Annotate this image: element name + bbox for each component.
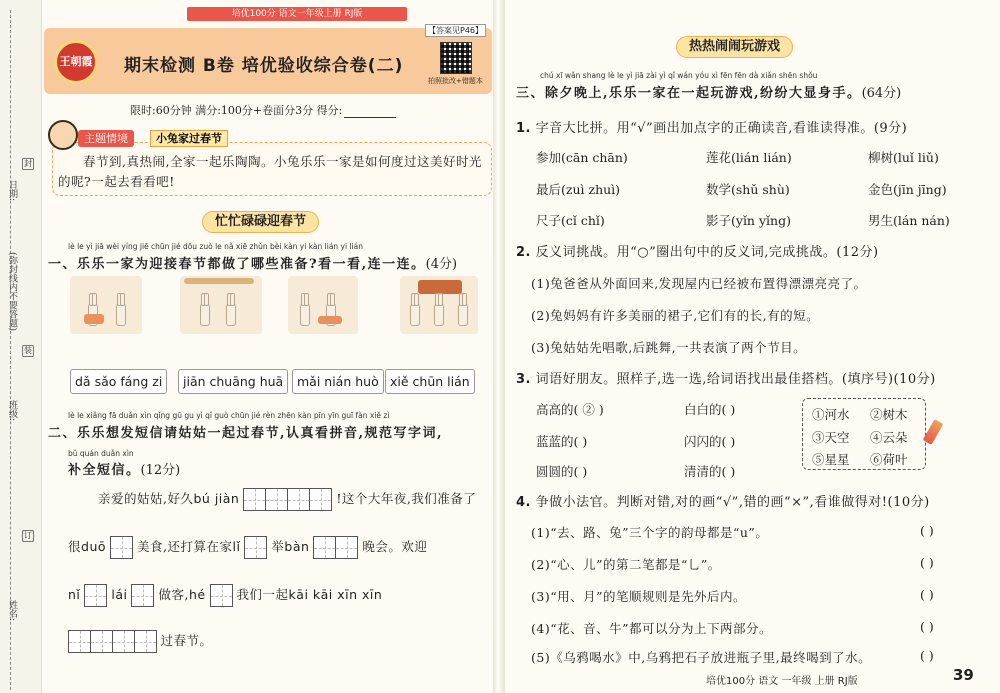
letter-text: 举	[271, 539, 285, 554]
question-points: (12分)	[140, 463, 181, 478]
writing-grid[interactable]	[265, 488, 288, 511]
sub-question-number: 4.	[516, 495, 531, 510]
left-page	[42, 0, 493, 693]
basket-prop	[318, 316, 342, 324]
sub-question-number: 1.	[516, 121, 531, 136]
word-bank-item: ③天空	[812, 430, 850, 445]
illustration-write-couplets	[70, 276, 142, 334]
date-label: 日期:	[7, 180, 17, 202]
pinyin-prompt: lái	[111, 587, 128, 602]
pinyin-prompt: lǐ	[232, 539, 241, 554]
sub-question-text: 词语好朋友。照样子,选一选,给词语找出最佳搭档。(填序号)(10分)	[535, 372, 936, 387]
illustration-paper-cut	[180, 276, 262, 334]
letter-text: 晚会。欢迎	[362, 539, 428, 554]
question-2-cont	[68, 459, 180, 478]
pinyin-prompt: bú jiàn	[193, 491, 240, 506]
writing-grid[interactable]	[68, 630, 91, 653]
window-frame	[184, 278, 254, 284]
sub-question-4	[516, 491, 930, 510]
match-option[interactable]: mǎi nián huò	[292, 369, 384, 394]
no-answer-note: (弥封线内不要答题)	[7, 252, 17, 332]
reading-choice[interactable]: 男生(lán nán)	[868, 213, 950, 228]
judge-statement: (5)《乌鸦喝水》中,乌鸦把石子放进瓶子里,最终喝到了水。	[531, 650, 872, 665]
writing-grid[interactable]	[243, 488, 266, 511]
pairing-blank[interactable]: 清清的( )	[684, 464, 736, 479]
sub-question-3	[516, 368, 936, 387]
writing-grid[interactable]	[112, 630, 135, 653]
sub-question-1	[516, 117, 907, 136]
pairing-blank[interactable]: 蓝蓝的( )	[536, 434, 588, 449]
word-bank-item: ①河水	[812, 407, 850, 422]
stall-prop	[418, 280, 462, 294]
antonym-sentence[interactable]: (1)兔爸爸从外面回来,发现屋内已经被布置得漂漂亮亮了。	[531, 276, 867, 291]
exam-meta	[130, 102, 396, 118]
reading-choice[interactable]: 最后(zuì zhuì)	[536, 182, 621, 197]
reading-choice[interactable]: 尺子(cǐ chǐ)	[536, 213, 605, 228]
sub-question-number: 3.	[516, 372, 531, 387]
letter-line-3	[68, 584, 382, 607]
antonym-sentence[interactable]: (2)兔妈妈有许多美丽的裙子,它们有的长,有的短。	[531, 308, 820, 323]
sub-question-number: 2.	[516, 245, 531, 260]
pairing-blank[interactable]: 圆圆的( )	[536, 464, 588, 479]
writing-grid[interactable]	[313, 536, 336, 559]
question-points: (4分)	[425, 257, 458, 272]
bunny-figure	[410, 302, 420, 326]
pairing-blank[interactable]: 白白的( )	[684, 402, 736, 417]
theme-name: 小兔家过春节	[150, 130, 228, 147]
exam-meta-text: 限时:60分钟 满分:100分+卷面分3分 得分:	[130, 104, 343, 117]
brand-logo: 王朝霞	[54, 40, 98, 84]
pinyin-row: chú xī wǎn shang lè le yì jiā zài yì qǐ wán yóu xì fēn fēn dà xiǎn shēn shǒu	[540, 71, 818, 80]
sub-question-text: 反义词挑战。用“○”圈出句中的反义词,完成挑战。(12分)	[535, 245, 879, 260]
judge-answer-blank[interactable]: ( )	[920, 619, 934, 634]
reading-choice[interactable]: 影子(yǐn yǐng)	[706, 213, 791, 228]
series-bar: 培优100分 语文一年级上册 RJ版	[187, 7, 407, 21]
pinyin-prompt: hé	[188, 587, 206, 602]
child-avatar-icon	[48, 120, 78, 150]
match-option[interactable]: dǎ sǎo fáng zi	[70, 369, 167, 394]
section-title: 忙忙碌碌迎春节	[202, 211, 319, 233]
bunny-figure	[458, 302, 468, 326]
reading-choice[interactable]: 金色(jīn jīng)	[868, 182, 947, 197]
question-text: 一、乐乐一家为迎接春节都做了哪些准备?看一看,连一连。	[48, 257, 426, 272]
question-points: (64分)	[861, 86, 902, 101]
writing-grid[interactable]	[84, 584, 107, 607]
judge-statement: (4)“花、音、牛”都可以分为上下两部分。	[531, 621, 772, 636]
reading-choice[interactable]: 数学(shǔ shù)	[706, 182, 790, 197]
judge-answer-blank[interactable]: ( )	[920, 648, 934, 663]
writing-grid[interactable]	[287, 488, 310, 511]
pinyin-prompt: nǐ	[68, 587, 81, 602]
letter-text: 亲爱的姑姑,好久	[98, 491, 194, 506]
letter-text: 美食,还打算在家	[137, 539, 233, 554]
word-bank-item: ⑤星星	[812, 452, 850, 467]
qr-caption: 拍照批改+错题本	[428, 77, 483, 85]
judge-statement: (2)“心、儿”的第二笔都是“乚”。	[531, 557, 721, 572]
bunny-figure	[116, 302, 126, 326]
pinyin-prompt: duō	[81, 539, 107, 554]
letter-line-1	[98, 488, 476, 511]
reading-choice[interactable]: 柳树(luǐ liǔ)	[868, 150, 939, 165]
name-label: 姓名:	[7, 600, 17, 622]
judge-answer-blank[interactable]: ( )	[920, 587, 934, 602]
question-1	[48, 253, 457, 272]
reading-choice[interactable]: 莲花(lián lián)	[706, 150, 792, 165]
sub-question-2	[516, 241, 879, 260]
sub-question-text: 争做小法官。判断对错,对的画“√”,错的画“×”,看谁做得对!(10分)	[535, 495, 930, 510]
writing-grid[interactable]	[134, 630, 157, 653]
writing-grid[interactable]	[110, 536, 133, 559]
section-title: 热热闹闹玩游戏	[676, 36, 793, 58]
letter-text: 做客,	[158, 587, 189, 602]
bunny-figure	[300, 302, 310, 326]
judge-answer-blank[interactable]: ( )	[920, 523, 934, 538]
writing-grid[interactable]	[90, 630, 113, 653]
writing-grid[interactable]	[244, 536, 267, 559]
word-bank-item: ②树木	[870, 407, 908, 422]
pinyin-prompt: bàn	[284, 539, 310, 554]
seal-mark: 订	[24, 531, 32, 540]
letter-text: 我们一起	[236, 587, 289, 602]
answer-reference: 【答案见P46】	[425, 24, 486, 37]
question-text: 补全短信。	[68, 463, 141, 478]
page-number: 39	[953, 666, 974, 684]
question-2: 二、乐乐想发短信请姑姑一起过春节,认真看拼音,规范写字词,	[48, 426, 444, 441]
letter-text: !这个大年夜,我们准备了	[336, 491, 477, 506]
writing-grid[interactable]	[335, 536, 358, 559]
letter-line-4	[68, 630, 213, 653]
question-3	[516, 82, 901, 101]
judge-answer-blank[interactable]: ( )	[920, 555, 934, 570]
theme-text: 春节到,真热闹,全家一起乐陶陶。小兔乐乐一家是如何度过这美好时光的呢?一起去看看吧!	[58, 154, 482, 189]
table-prop	[84, 314, 104, 324]
writing-grid[interactable]	[210, 584, 233, 607]
question-text: 三、除夕晚上,乐乐一家在一起玩游戏,纷纷大显身手。	[516, 86, 862, 101]
letter-line-2	[68, 536, 427, 559]
class-label: 班级:	[7, 400, 17, 422]
pinyin-row: lè le yì jiā wèi yíng jiē chūn jié dōu zuò le nǎ xiē zhǔn bèi kàn yi kàn lián yi lián	[68, 242, 363, 251]
pinyin-prompt: kāi kāi xīn xīn	[288, 587, 383, 602]
qr-code-icon[interactable]	[440, 42, 472, 74]
pairing-blank[interactable]: 闪闪的( )	[684, 434, 736, 449]
illustration-clean-house	[288, 276, 358, 334]
score-blank[interactable]	[344, 108, 396, 118]
binding-gutter	[0, 0, 42, 693]
page-footer: 培优100分 语文 一年级 上册 RJ版	[706, 676, 858, 687]
reading-choice[interactable]: 参加(cān chān)	[536, 150, 628, 165]
judge-statement: (3)“用、月”的笔顺规则是先外后内。	[531, 589, 746, 604]
pairing-blank[interactable]: 高高的( ② )	[536, 402, 604, 417]
pinyin-row: lè le xiǎng fā duǎn xìn qǐng gū gu yì qǐ guò chūn jié rèn zhēn kàn pīn yīn guī fàn xiě zì	[68, 411, 390, 420]
writing-grid[interactable]	[131, 584, 154, 607]
judge-statement: (1)“去、路、兔”三个字的韵母都是“u”。	[531, 525, 769, 540]
word-bank-item: ⑥荷叶	[870, 452, 908, 467]
cut-line	[10, 10, 11, 690]
illustration-buy-goods	[400, 276, 478, 334]
letter-text: 很	[68, 539, 82, 554]
bunny-figure	[226, 302, 236, 326]
seal-mark: 装	[24, 346, 32, 355]
match-option[interactable]: xiě chūn lián	[385, 369, 475, 394]
antonym-sentence[interactable]: (3)兔姑姑先唱歌,后跳舞,一共表演了两个节目。	[531, 340, 807, 355]
page-spine	[493, 0, 505, 693]
page-title: 期末检测 B卷 培优验收综合卷(二)	[124, 56, 404, 76]
letter-text: 过春节。	[160, 633, 213, 648]
bunny-figure	[200, 302, 210, 326]
pinyin-row: bǔ quán duǎn xìn	[68, 449, 134, 458]
word-bank-item: ④云朵	[870, 430, 908, 445]
theme-tag: 主题情境	[78, 130, 134, 147]
sub-question-text: 字音大比拼。用“√”画出加点字的正确读音,看谁读得准。(9分)	[535, 121, 908, 136]
seal-mark: 封	[24, 159, 32, 168]
writing-grid[interactable]	[309, 488, 332, 511]
bunny-figure	[434, 302, 444, 326]
match-option[interactable]: jiān chuāng huā	[178, 369, 288, 394]
